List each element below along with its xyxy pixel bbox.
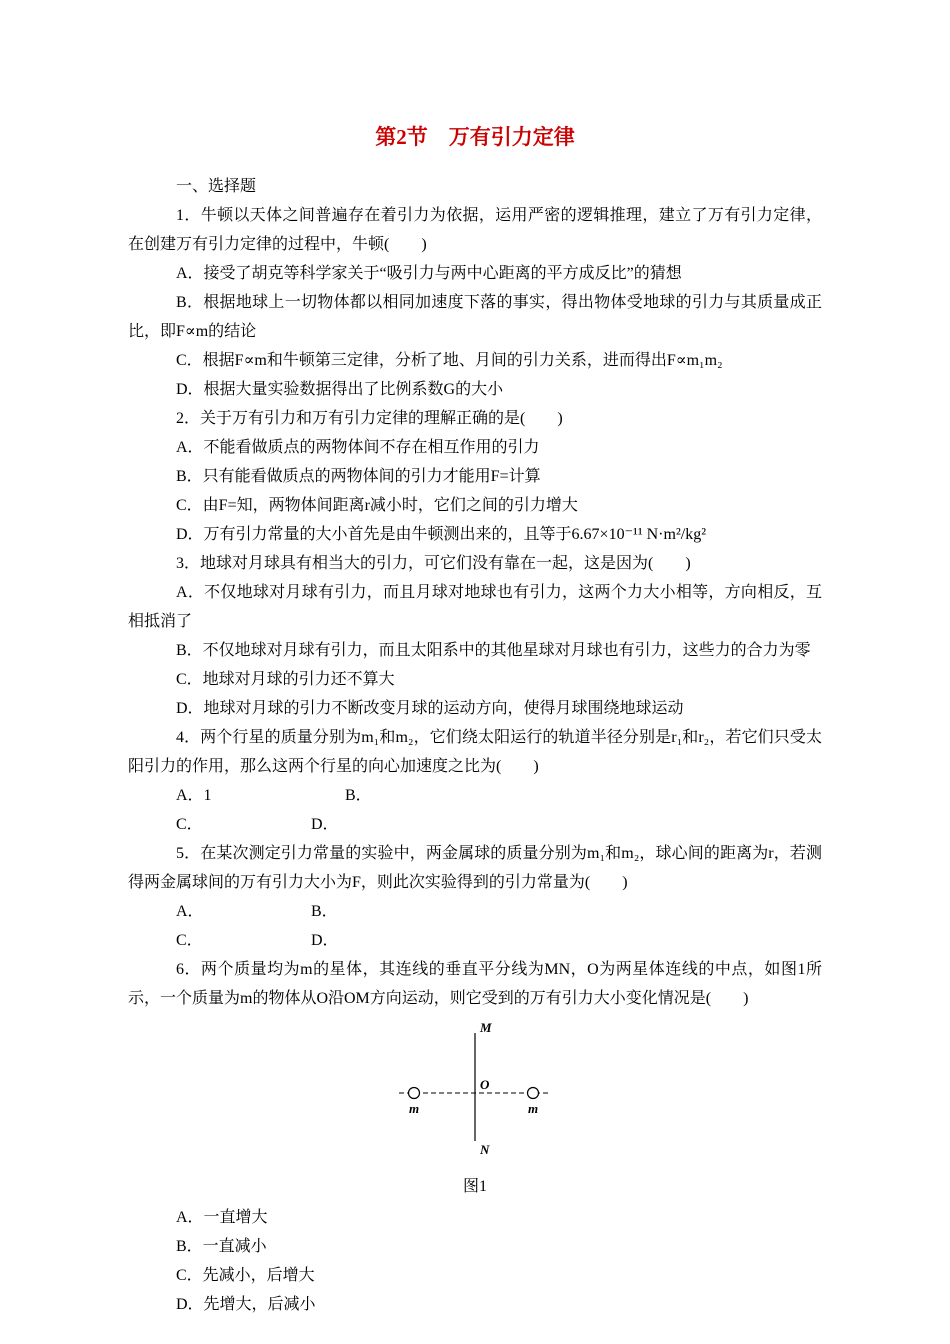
label-left-star-mass: m: [408, 1101, 420, 1116]
question-4-option-row-1: [128, 781, 822, 810]
two-star-diagram: [387, 1017, 563, 1159]
question-1-option-a: A．接受了胡克等科学家关于“吸引力与两中心距离的平方成反比”的猜想: [176, 265, 682, 282]
question-3-option-b: B．不仅地球对月球有引力，而且太阳系中的其他星球对月球也有引力，这些力的合力为零: [176, 642, 811, 659]
question-2-option-d: D．万有引力常量的大小首先是由牛顿测出来的，且等于6.67×10⁻¹¹ N·m²/kg²: [176, 526, 706, 543]
label-m-top: M: [480, 1020, 492, 1035]
question-5-option-a: A．: [176, 903, 204, 920]
figure-caption: 图1: [462, 1178, 487, 1195]
question-2-option-b: B．只有能看做质点的两物体间的引力才能用F=计算: [176, 468, 541, 485]
right-star: [528, 1088, 539, 1099]
question-4-option-row-2: [128, 810, 822, 839]
question-2-option-a: A．不能看做质点的两物体间不存在相互作用的引力: [176, 439, 540, 456]
question-4-option-a: A．1: [176, 787, 212, 804]
question-6-option-c: C．先减小，后增大: [176, 1267, 315, 1284]
question-1-option-d: D．根据大量实验数据得出了比例系数G的大小: [176, 381, 504, 398]
question-1-option-c: C．根据F∝m和牛顿第三定律，分析了地、月间的引力关系，进而得出F∝m₁m₂: [176, 352, 723, 369]
question-1-option-b: B．根据地球上一切物体都以相同加速度下落的事实，得出物体受地球的引力与其质量成正比，即F∝m的结论: [128, 294, 822, 340]
question-4-option-b: B．: [345, 787, 372, 804]
question-4-option-c: C．: [176, 816, 203, 833]
question-4-option-d: D．: [311, 816, 339, 833]
question-5-option-b: B．: [311, 903, 338, 920]
question-3-option-d: D．地球对月球的引力不断改变月球的运动方向，使得月球围绕地球运动: [176, 700, 684, 717]
question-6-option-b: B．一直减小: [176, 1238, 267, 1255]
question-5-option-row-2: [128, 926, 822, 955]
question-1-stem: 1．牛顿以天体之间普遍存在着引力为依据，运用严密的逻辑推理，建立了万有引力定律，在创建万有引力定律的过程中，牛顿( ): [128, 207, 822, 253]
question-3-option-a: A．不仅地球对月球有引力，而且月球对地球也有引力，这两个力大小相等，方向相反，互相抵消了: [128, 584, 822, 630]
left-star: [409, 1088, 420, 1099]
question-5-option-row-1: [128, 897, 822, 926]
question-4-stem: 4．两个行星的质量分别为m₁和m₂，它们绕太阳运行的轨道半径分别是r₁和r₂，若它们只受太阳引力的作用，那么这两个行星的向心加速度之比为( ): [128, 729, 822, 775]
question-5-option-c: C．: [176, 932, 203, 949]
label-n-bottom: N: [480, 1142, 490, 1157]
label-right-star-mass: m: [527, 1101, 539, 1116]
figure-1: [128, 1017, 822, 1201]
question-3-stem: 3．地球对月球具有相当大的引力，可它们没有靠在一起，这是因为( ): [176, 555, 691, 572]
question-6-stem: 6．两个质量均为m的星体，其连线的垂直平分线为MN，O为两星体连线的中点，如图1所示，一个质量为m的物体从O沿OM方向运动，则它受到的万有引力大小变化情况是( ): [128, 961, 822, 1007]
question-5-stem: 5．在某次测定引力常量的实验中，两金属球的质量分别为m₁和m₂，球心间的距离为r，若测得两金属球间的万有引力大小为F，则此次实验得到的引力常量为( ): [128, 845, 822, 891]
question-6-option-d: D．先增大，后减小: [176, 1296, 316, 1313]
question-2-stem: 2．关于万有引力和万有引力定律的理解正确的是( ): [176, 410, 563, 427]
page-title: 第2节 万有引力定律: [375, 125, 575, 149]
question-6-option-a: A．一直增大: [176, 1209, 268, 1226]
question-5-option-d: D．: [311, 932, 339, 949]
label-o-center: O: [480, 1077, 490, 1092]
question-2-option-c: C．由F=知，两物体间距离r减小时，它们之间的引力增大: [176, 497, 578, 514]
question-3-option-c: C．地球对月球的引力还不算大: [176, 671, 395, 688]
section-heading: 一、选择题: [176, 178, 257, 195]
